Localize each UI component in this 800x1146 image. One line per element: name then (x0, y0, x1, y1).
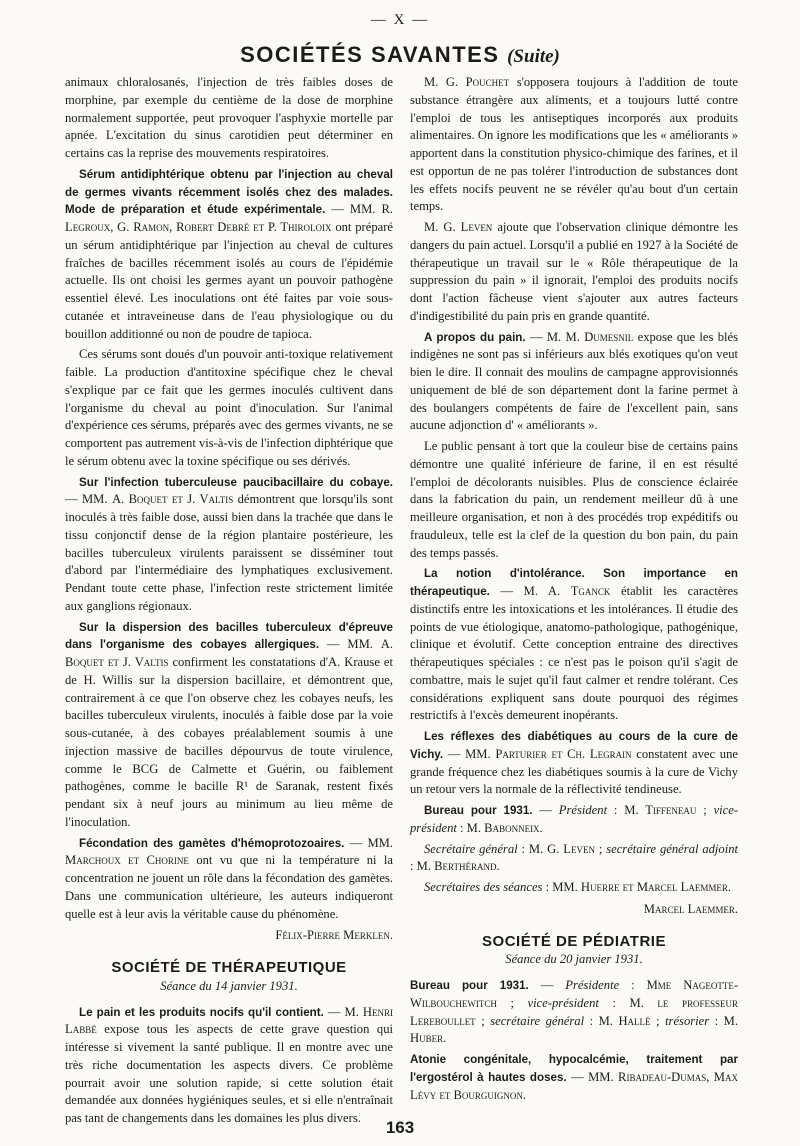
bureau-therapeutique: Bureau pour 1931. — Président : M. Tiffeneau ; vice-président : M. Babonneix. (410, 803, 739, 835)
article-dispersion: Sur la dispersion des bacilles tuberculeux d'épreuve dans l'organisme des cobayes allergiques. — MM. A. Boquet et J. Valtis confirment les constatations d'A. Krause et de H. Willis sur la dispersion bacillaire, et démontrent que, contrairement à ce que l'on observe chez les cobayes neufs, les bacilles tuberculeux virulents, inoculés à faible dose par la voie sous-cutanée, à des cobayes préalablement soumis à une injection massive de bacilles dépourvus de toute virulence, comme le BCG de Calmette et Guérin, ou faiblement pathogènes, comme le bacille R¹ de Saranak, restent fixés pendant six à neuf jours au minimum au lieu même de l'inoculation. (65, 620, 394, 829)
seance-date: Séance du 20 janvier 1931. (505, 952, 643, 967)
section-heading-pediatrie: SOCIÉTÉ DE PÉDIATRIE (482, 932, 666, 950)
signature: Félix-Pierre Merklen. (275, 928, 393, 943)
article-body: s'opposera toujours à l'addition de toute substance étrangère aux aliments, et a toujours lutté contre l'emploi de tous les antiseptiques incorporés aux produits alimentaires. On ignore les modifications que les « améliorants » apportent dans la constitution physico-chimique des farines, et il est opportun de ne pas tolérer l'introduction de substances dont les effets nocifs peuvent ne se révéler qu'au bout d'un certain temps. (410, 75, 738, 214)
signature: Marcel Laemmer. (643, 901, 738, 916)
article-body: ont préparé un sérum antidiphtérique par l'injection au cheval de cultures fraîches de bacilles récemment isolés au cours de l'épidémie actuelle. Ils ont choisi les germes ayant un pouvoir pathogène essentiel élevé. Les inoculations ont été faites par voie sous-cutanée et intraveineuse dans de l'eau physiologique ou du bouillon additionné ou non de poudre de tapioca. (65, 220, 393, 341)
article-body: expose que les blés indigènes ne sont pas si inférieurs aux blés exotiques qu'on veut bien le dire. Il connait des moulins de campagne approvisionnés uniquement de blé de son département dont la farine permet à des boulangers compétents de faire de l'excellent pain, sans aucune adjonction d' « améliorants ». (410, 329, 738, 433)
article-authors: Pouchet (465, 75, 510, 89)
article-title: A propos du pain. (424, 330, 526, 344)
article-body: confirment les constatations d'A. Krause et de H. Willis sur la dispersion bacillaire, et démontrent que, contrairement à ce que l'on observe chez les cobayes neufs, les bacilles tuberculeux virulents, inoculés à faible dose par la voie sous-cutanée, à des cobayes préalablement soumis à une injection massive de bacilles dépourvus de toute virulence, comme le BCG de Calmette et Guérin, ou faiblement pathogènes, comme le bacille R¹ de Saranak, restent fixés pendant six à neuf jours au minimum au lieu même de l'inoculation. (65, 655, 394, 829)
article-authors: Leven (460, 220, 493, 234)
article-body: ajoute que l'observation clinique démontre les dangers du pain actuel. Lorsqu'il a publié en 1927 à la Société de thérapeutique un travail sur le « Rôle thérapeutique de la suppression du pain » il ignorait, l'emploi des produits nocifs dont l'action fâcheuse vient s'ajouter aux autres facteurs d'indigestibilité du pain pris en grande quantité. (410, 220, 738, 323)
article-title: Fécondation des gamètes d'hémoprotozoaires. (79, 836, 345, 850)
article-title: Sur l'infection tuberculeuse paucibacillaire du cobaye. (79, 475, 393, 489)
running-header (0, 42, 800, 68)
article-leven: M. G. Leven ajoute que l'observation clinique démontre les dangers du pain actuel. Lorsqu'il a publié en 1927 à la Société de thérapeutique un travail sur le « Rôle thérapeutique de la suppression du pain » il ignorait, l'emploi des produits nocifs dont l'action fâcheuse vient s'ajouter aux autres facteurs d'indigestibilité du pain pris en grande quantité. (410, 220, 738, 323)
left-continued-paragraph: animaux chloralosanés, l'injection de très faibles doses de morphine, par exemple du centième de la dose de morphine normalement supportée, peut provoquer l'asphyxie mortelle par apnée. L'excitation du sinus carotidien peut déterminer en certains cas la reprise des mouvements respiratoires. (65, 75, 393, 160)
left-column (65, 74, 393, 1131)
article-authors: Dumesnil (584, 329, 634, 344)
article-body: ont vu que ni la température ni la concentration ne jouent un rôle dans la fécondation des gamètes. Dans une communication ultérieure, les auteurs indiqueront quelle est à leur avis la véritable cause du phénomène. (65, 853, 393, 921)
article-authors: R. Legroux, G. Ramon, Robert Debré et P. Thiroloix (65, 202, 393, 234)
article-title: Atonie congénitale, hypocalcémie, traitement par l'ergostérol à hautes doses. (410, 1053, 738, 1084)
article-authors: Parturier et Ch. Legrain (495, 746, 632, 761)
article-pouchet: M. G. Pouchet s'opposera toujours à l'addition de toute substance étrangère aux aliments, et a toujours lutté contre l'emploi de tous les antiseptiques incorporés aux produits alimentaires. On ignore les modifications que les « améliorants » apportent dans la constitution physico-chimique des farines, et il est opportun de ne pas tolérer l'introduction de substances dont les effets nocifs peuvent ne se révéler qu'au bout d'un certain temps. (410, 75, 738, 214)
header-suffix: (Suite) (507, 46, 560, 67)
article-title: Les réflexes des diabétiques au cours de la cure de Vichy. (410, 730, 738, 761)
bureau-pediatrie: Bureau pour 1931. — Présidente : Mme Nageotte-Wilbouchewitch ; vice-président : M. le professeur Lereboullet ; secrétaire général : M. Hallé ; trésorier : M. Huber. (410, 978, 739, 1046)
article-authors: Tganck (570, 584, 611, 598)
seance-date: Séance du 14 janvier 1931. (160, 978, 298, 993)
article-pain: A propos du pain. — M. M. Dumesnil expose que les blés indigènes ne sont pas si inférieurs aux blés exotiques qu'on veut bien le dire. Il connait des moulins de campagne approvisionnés uniquement de blé de son département dont la farine permet à des boulangers compétents de faire de l'excellent pain, sans aucune adjonction d' « améliorants ». (410, 329, 738, 433)
page-number: 163 (385, 1118, 415, 1137)
article-title: Bureau pour 1931. (410, 979, 529, 992)
article-authors: Ribadeau-Dumas, Max Lévy et Bourguignon. (410, 1069, 738, 1102)
article-authors: A. Boquet et J. Valtis (65, 637, 393, 669)
article-body: expose tous les aspects de cette grave question qui intéresse si vivement la santé publique. Il en montre avec une très riche documentation les aspects divers. Ce problème pourrait avoir une solution rapide, si cette solution était demandée aux données hygiéniques seules, et si elle n'entraînait pas tant de changements dans les domaines les plus divers. (65, 1022, 393, 1125)
article-body: établit les caractères distinctifs entre les intoxications et les intolérances. Il étudie des points de vue étiologique, anatomo-pathologique, pathogénique, clinique et évolutif. Cette conception entraine des directives thérapeutiques spéciales : ce n'est pas le poison qu'il s'agit de combattre, mais le sujet qu'il faut calmer et rendre tolérant. Ces considérations expliquent sans doute pourquoi des régimes restrictifs à l'excès demeurent inopérants. (410, 584, 738, 723)
article-pain-nocifs: Le pain et les produits nocifs qu'il contient. — M. Henri Labbé expose tous les aspects de cette grave question qui intéresse si vivement la santé publique. Il en montre avec une très riche documentation les aspects divers. Ce problème pourrait avoir une solution rapide, si cette solution était demandée aux données hygiéniques seules, et si elle n'entraînait pas tant de changements dans les domaines les plus divers. (65, 1004, 394, 1125)
header-title: SOCIÉTÉS SAVANTES (240, 42, 500, 67)
article-authors: A. Boquet et J. Valtis (111, 492, 234, 507)
article-atonie: Atonie congénitale, hypocalcémie, traitement par l'ergostérol à hautes doses. — MM. Ribadeau-Dumas, Max Lévy et Bourguignon. (410, 1053, 738, 1102)
article-title: La notion d'intolérance. Son importance en thérapeutique. (410, 567, 738, 598)
article-pain-paragraph-2: Le public pensant à tort que la couleur bise de certains pains démontre une qualité inférieure de farine, il en est résulté l'emploi de décolorants nuisibles. Plus de conscience éclairée dans la fabrication du pain, un rendement meilleur dû à une meilleure organisation, et non à des procédés trop expéditifs ou frauduleux, telle est la clef de la question du bon pain, du pain des temps passés. (410, 439, 738, 560)
article-serum-paragraph-2: Ces sérums sont doués d'un pouvoir anti-toxique relativement faible. La production d'antitoxine spécifique chez le cheval s'explique par ce fait que les germes inoculés cultivent dans l'organisme du cheval au point d'inoculation. Sur l'animal d'expérience ces sérums, préparés avec des germes vivants, ne se comportent pas autrement vis-à-vis de l'infection diphtérique que le sérum obtenu avec la toxine spécifique ou ses dérivés. (65, 347, 393, 468)
article-authors: Marchoux et Chorine (65, 853, 189, 868)
article-title: Bureau pour 1931. (424, 804, 533, 817)
page-folio: — X — (370, 12, 430, 28)
article-title: Sérum antidiphtérique obtenu par l'injection au cheval de germes vivants récemment isolés chez des malades. Mode de préparation et étude expérimentale. (65, 167, 393, 217)
article-title: Le pain et les produits nocifs qu'il contient. (79, 1005, 324, 1019)
article-serum: Sérum antidiphtérique obtenu par l'injection au cheval de germes vivants récemment isolés chez des malades. Mode de préparation et étude expérimentale. — MM. R. Legroux, G. Ramon, Robert Debré et P. Thiroloix ont préparé un sérum antidiphtérique par l'injection au cheval de cultures fraîches de bacilles récemment isolés au cours de l'épidémie actuelle. Ils ont choisi les germes ayant un pouvoir pathogène essentiel élevé. Les inoculations ont été faites par voie sous-cutanée et intraveineuse dans de l'eau physiologique ou du bouillon additionné ou non de poudre de tapioca. (65, 167, 393, 341)
right-column (410, 74, 738, 1107)
article-intolerance: La notion d'intolérance. Son importance en thérapeutique. — M. A. Tganck établit les caractères distinctifs entre les intoxications et les intolérances. Il étudie des points de vue étiologique, anatomo-pathologique, pathogénique, clinique et évolutif. Cette conception entraine des directives thérapeutiques spéciales : ce n'est pas le poison qu'il s'agit de combattre, mais le sujet qu'il faut calmer et rendre tolérant. Ces considérations expliquent sans doute pourquoi des régimes restrictifs à l'excès demeurent inopérants. (410, 567, 738, 723)
bureau-secretaires-seances: Secrétaires des séances : MM. Huerre et Marcel Laemmer. (424, 880, 732, 894)
article-reflexes: Les réflexes des diabétiques au cours de la cure de Vichy. — MM. Parturier et Ch. Legrain constatent avec une grande fréquence chez les diabétiques soumis à la cure de Vichy un retour vers la normale de la réflectivité tendineuse. (410, 730, 738, 797)
article-authors: Henri Labbé (65, 1004, 394, 1037)
section-heading-therapeutique: SOCIÉTÉ DE THÉRAPEUTIQUE (111, 959, 347, 976)
article-body: démontrent que lorsqu'ils sont inoculés à très faible dose, aussi bien dans la trachée que dans le tissu conjonctif dense de la région plantaire postérieure, les bacilles tuberculeux virulents paraissent se disséminer tout d'abord par l'intermédiaire des lymphatiques exclusivement. Pendant toute cette phase, l'infection reste strictement limitée aux ganglions régionaux. (65, 492, 393, 613)
article-tuberculose: Sur l'infection tuberculeuse paucibacillaire du cobaye. — MM. A. Boquet et J. Valtis démontrent que lorsqu'ils sont inoculés à très faible dose, aussi bien dans la trachée que dans le tissu conjonctif dense de la région plantaire postérieure, les bacilles tuberculeux virulents paraissent se disséminer tout d'abord par l'intermédiaire des lymphatiques exclusivement. Pendant toute cette phase, l'infection reste strictement limitée aux ganglions régionaux. (65, 475, 393, 613)
bureau-secretaires: Secrétaire général : M. G. Leven ; secrétaire général adjoint : M. Berthérand. (410, 841, 739, 874)
article-body: constatent avec une grande fréquence chez les diabétiques soumis à la cure de Vichy un retour vers la normale de la réflectivité tendineuse. (410, 746, 738, 797)
article-fecondation: Fécondation des gamètes d'hémoprotozoaires. — MM. Marchoux et Chorine ont vu que ni la température ni la concentration ne jouent un rôle dans la fécondation des gamètes. Dans une communication ultérieure, les auteurs indiqueront quelle est à leur avis la véritable cause du phénomène. (65, 835, 394, 921)
article-title: Sur la dispersion des bacilles tuberculeux d'épreuve dans l'organisme des cobayes allergiques. (65, 620, 393, 652)
